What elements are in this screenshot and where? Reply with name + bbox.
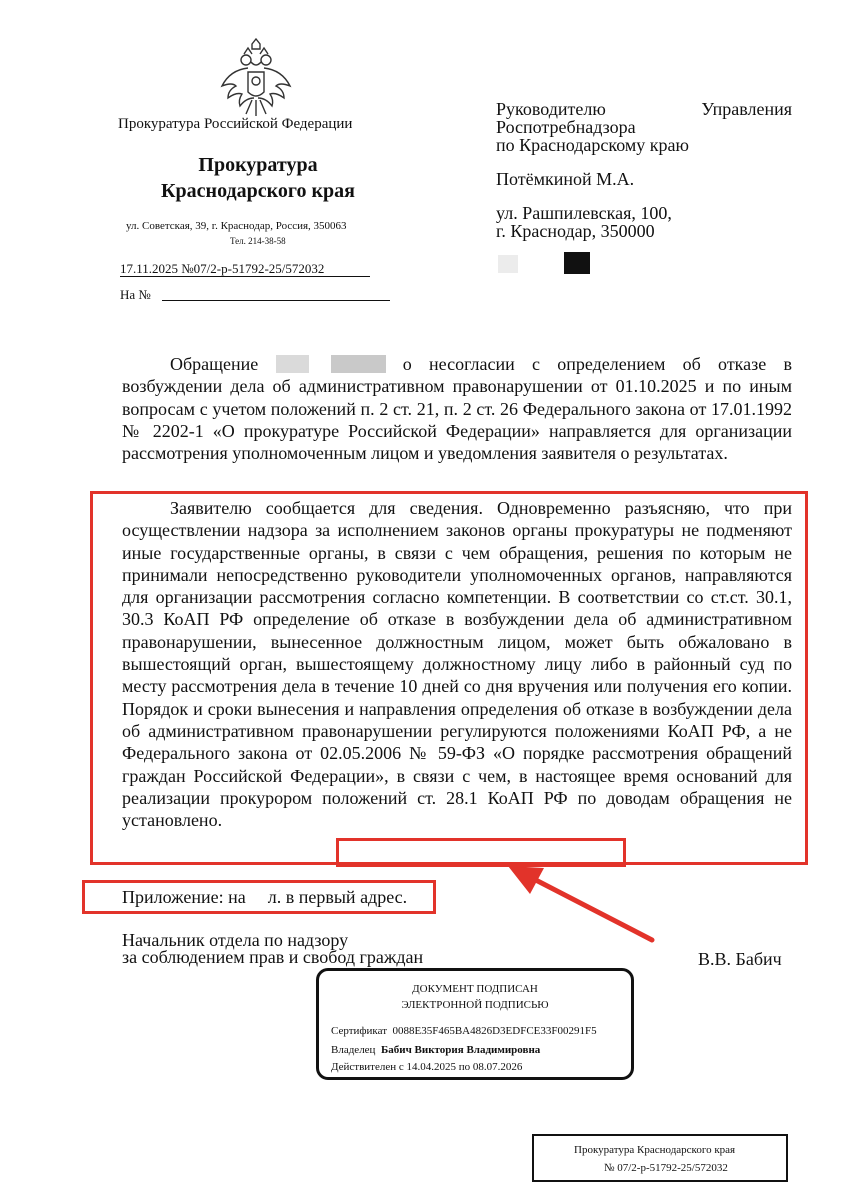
esign-title2: ЭЛЕКТРОННОЙ ПОДПИСЬЮ [401,999,549,1011]
highlight-box-main [90,491,808,865]
letterhead-title-line2: Краснодарского края [161,180,355,202]
recipient-line3: по Краснодарскому краю [496,135,689,155]
redaction-faint [498,255,518,273]
stamp-org: Прокуратура Краснодарского края [574,1144,736,1156]
p1-start: Обращение [170,354,259,374]
esign-cert-value: 0088E35F465BA4826D3EDFCE33F00291F5 [392,1025,597,1037]
recipient-line1: Руководителю Управления [496,99,792,119]
recipient-address1: ул. Рашпилевская, 100, [496,203,672,223]
electronic-signature-stamp [316,968,634,1080]
esign-valid-from: 14.04.2025 [406,1061,457,1073]
esign-title1: ДОКУМЕНТ ПОДПИСАН [412,983,538,995]
recipient-line2: Роспотребнадзора [496,117,636,137]
p2-end: обращения не установлено. [122,787,792,831]
recipient-name: Потёмкиной М.А. [496,169,635,189]
signatory-name: В.В. Бабич [698,949,782,969]
esign-owner-value: Бабич Виктория Владимировна [380,1044,541,1056]
outgoing-number: 17.11.2025 №07/2-р-51792-25/572032 [120,262,370,277]
recipient-address2: г. Краснодар, 350000 [496,221,655,241]
letterhead-phone: Тел. 214-38-58 [230,236,286,246]
esign-certificate [331,1025,597,1037]
letterhead-title-line1: Прокуратура [198,154,318,176]
paragraph-forwarding-text [122,353,792,464]
letterhead-address: ул. Советская, 39, г. Краснодар, Россия, 350063 [126,220,347,232]
redaction-block [564,252,590,274]
appendix-rest: л. в первый адрес. [267,887,408,907]
red-arrow-icon [500,860,670,950]
esign-valid-to: 08.07.2026 [472,1061,523,1073]
esign-owner [331,1044,540,1056]
esign-valid-to-label: по [458,1061,471,1073]
esign-validity [331,1061,522,1073]
esign-cert-label: Сертификат [331,1025,387,1037]
signatory-position-line2: за соблюдением прав и свобод граждан [122,947,424,967]
coat-of-arms-eagle-icon [218,38,294,120]
signatory-position-line1: Начальник отдела по надзору [122,930,349,950]
appendix-label: Приложение: на [122,887,246,907]
esign-owner-label: Владелец [331,1044,376,1056]
reply-to-label: На № [120,287,151,302]
stamp-number: № 07/2-р-51792-25/572032 [604,1162,728,1174]
esign-valid-from-label: с [398,1061,404,1073]
registration-stamp [532,1134,788,1182]
p2-main: Заявителю сообщается для сведения. Одновременно разъясняю, что при осуществлении надзора за исполнением законов органы прокуратуры не подменяют иные государственные органы, в связи с чем обращения, решения по которым не принимали непосредственно руководители уполномоченных органов, направляются для организации рассмотрения согласно компетенции. В соответствии со ст.ст. 30.1, 30.3 КоАП РФ определение об отказе в возбуждении дела об административном правонарушении, вынесенное должностным лицом, может быть обжаловано в вышестоящий орган, вышестоящему должностному лицу либо в районный суд по месту рассмотрения дела в течение 10 дней со дня вручения или получения его копии. Порядок и сроки вынесения и направления определения об отказе в возбуждении дела об административном правонарушении регулируются положениями КоАП РФ, а не Федерального закона от 02.05.2006 № 59-ФЗ «О порядке рассмотрения обращений граждан Российской Федерации», в связи с чем, в настоящее время оснований для реализации прокурором положений ст. 28.1 КоАП РФ по доводам [122,498,792,808]
paragraph-forwarding [122,353,792,464]
signatory-position [122,932,423,966]
p1-rest: о несогласии с определением об отказе в возбуждении дела об административном правонарушении от 01.10.2025 и по иным вопросам с учетом положений п. 2 ст. 21, п. 2 ст. 26 Федерального закона от 17.01.1992 № 2202-1 «О прокуратуре Российской Федерации» направляется для организации рассмотрения уполномоченным лицом и уведомления заявителя о результатах. [122,354,792,464]
letterhead-title [118,152,398,204]
highlight-box-appendix [82,880,436,914]
reply-to-line [162,300,390,301]
org-line: Прокуратура Российской Федерации [118,116,353,132]
esign-valid-label: Действителен [331,1061,397,1073]
redacted-applicant-name [276,355,386,373]
